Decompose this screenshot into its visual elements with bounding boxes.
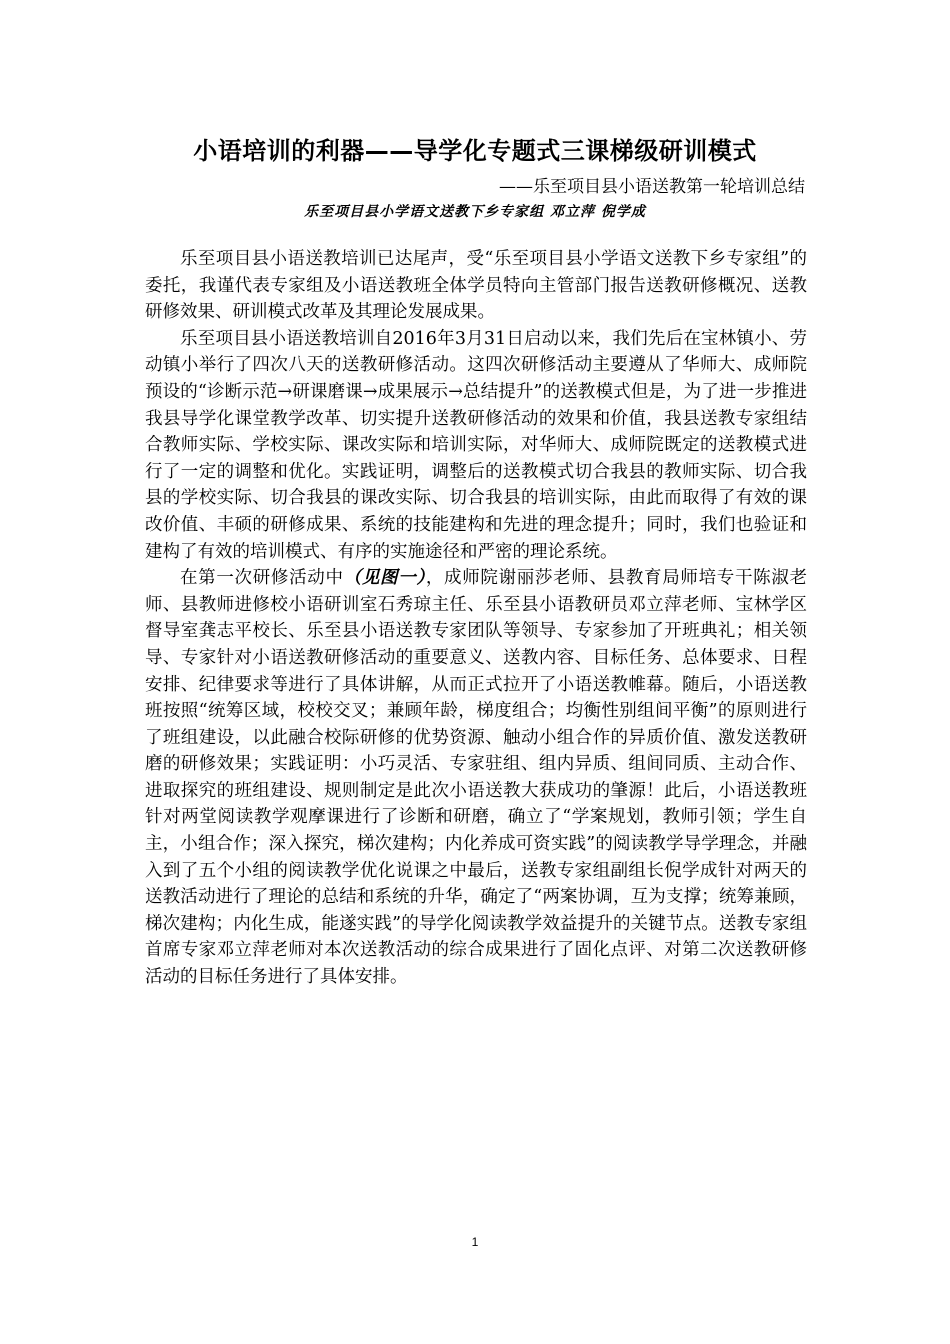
paragraph-rest: ，成师院谢丽莎老师、县教育局师培专干陈淑老师、县教师进修校小语研训室石秀琼主任、乐至县小语教研员邓立萍老师、宝林学区督导室龚志平校长、乐至县小语送教专家团队等领导、专家参加了开班典礼；相关领导、专家针对小语送教研修活动的重要意义、送教内容、目标任务、总体要求、日程安排、纪律要求等进行了具体讲解，从而正式拉开了小语送教帷幕。随后，小语送教班按照“统筹区域，校校交叉；兼顾年龄，梯度组合；均衡性别组间平衡”的原则进行了班组建设，以此融合校际研修的优势资源、触动小组合作的异质价值、激发送教研磨的研修效果；实践证明：小巧灵活、专家驻组、组内异质、组间同质、主动合作、进取探究的班组建设、规则制定是此次小语送教大获成功的肇源！此后，小语送教班针对两堂阅读教学观摩课进行了诊断和研磨，确立了“学案规划，教师引领；学生自主，小组合作；深入探究，梯次建构；内化养成可资实践”的阅读教学导学理念，并融入到了五个小组的阅读教学优化说课之中最后，送教专家组副组长倪学成针对两天的送教活动进行了理论的总结和系统的升华，确定了“两案协调，互为支撑；统筹兼顾，梯次建构；内化生成，能遂实践”的导学化阅读教学效益提升的关键节点。送教专家组首席专家邓立萍老师对本次送教活动的综合成果进行了固化点评、对第二次送教研修活动的目标任务进行了具体安排。: [145, 568, 808, 988]
paragraph-text: 乐至项目县小语送教培训已达尾声，受“乐至项目县小学语文送教下乡专家组”的委托，我谨代表专家组及小语送教班全体学员特向主管部门报告送教研修概况、送教研修效果、研训模式改革及其理论发展成果。: [145, 249, 807, 323]
document-body: [145, 246, 807, 991]
page-number: 1: [471, 1235, 479, 1249]
paragraph-lead: 在第一次研修活动中: [180, 568, 344, 589]
document-subtitle: ——乐至项目县小语送教第一轮培训总结: [499, 177, 805, 197]
paragraph-text: 乐至项目县小语送教培训自2016年3月31日启动以来，我们先后在宝林镇小、劳动镇小举行了四次八天的送教研修活动。这四次研修活动主要遵从了华师大、成师院预设的“诊断示范→研课磨课→成果展示→总结提升”的送教模式但是，为了进一步推进我县导学化课堂教学改革、切实提升送教研修活动的效果和价值，我县送教专家组结合教师实际、学校实际、课改实际和培训实际，对华师大、成师院既定的送教模式进行了一定的调整和优化。实践证明，调整后的送教模式切合我县的教师实际、切合我县的学校实际、切合我县的课改实际、切合我县的培训实际，由此而取得了有效的课改价值、丰硕的研修成果、系统的技能建构和先进的理念提升；同时，我们也验证和建构了有效的培训模式、有序的实施途径和严密的理论系统。: [145, 328, 807, 562]
document-authors: 乐至项目县小学语文送教下乡专家组 邓立萍 倪学成: [304, 204, 646, 220]
document-title: 小语培训的利器——导学化专题式三课梯级研训模式: [193, 137, 757, 165]
paragraph-2: [145, 326, 807, 565]
paragraph-3: [145, 565, 807, 991]
paragraph-1: [145, 246, 807, 326]
figure-reference: （见图一）: [343, 568, 426, 589]
